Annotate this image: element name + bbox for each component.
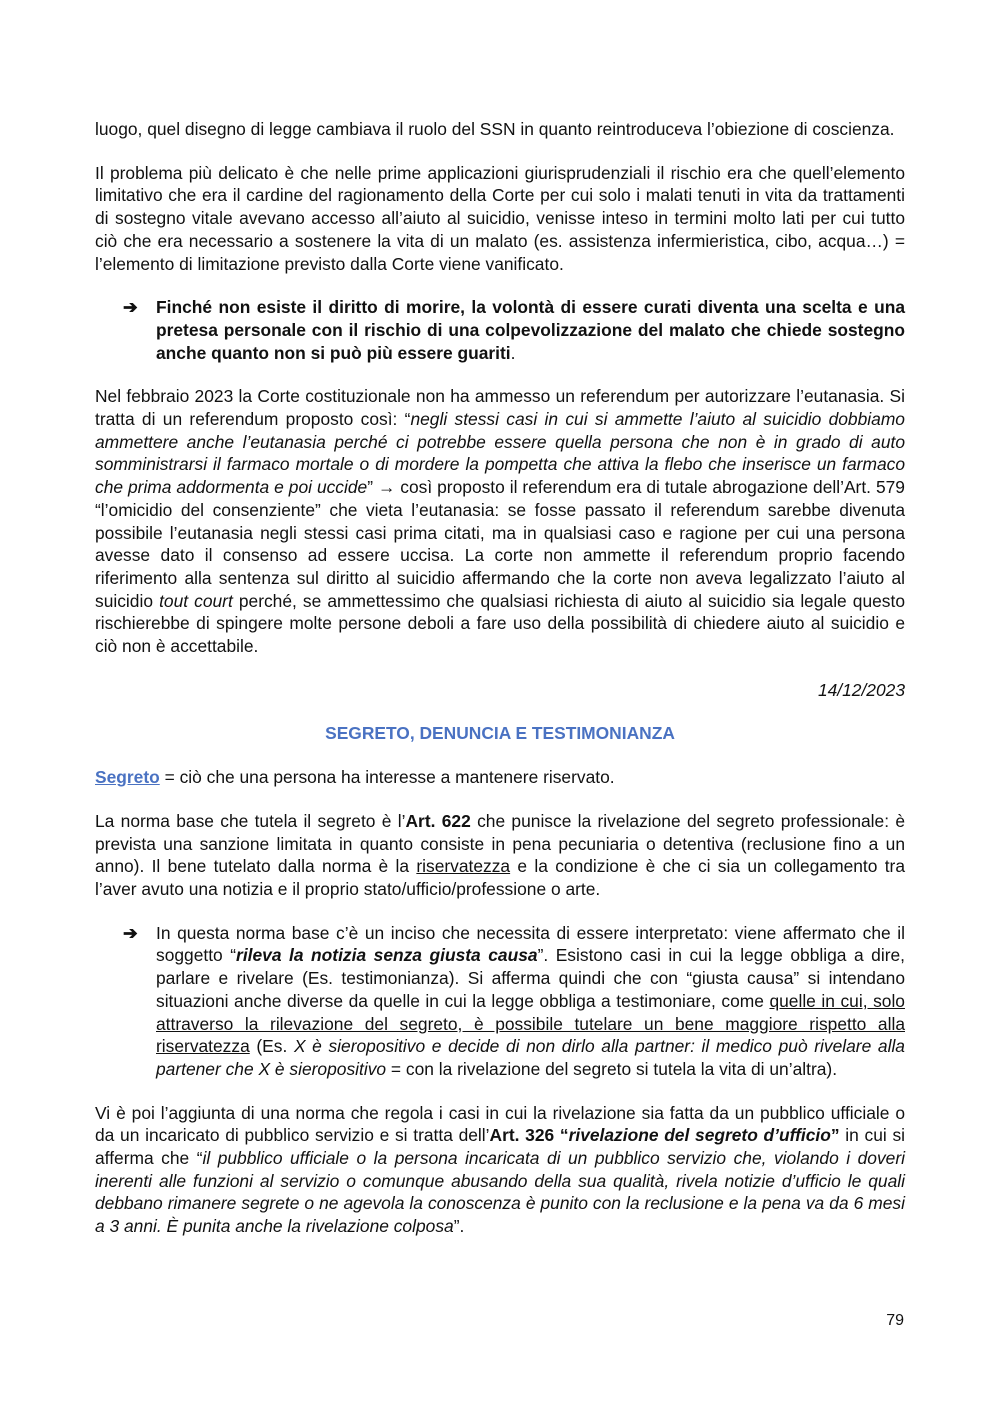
arrow-bullet-icon: ➔ [123,922,138,943]
page-number: 79 [886,1312,904,1329]
lecture-date: 14/12/2023 [817,679,905,700]
arrow-bullet-icon: ➔ [123,297,138,318]
paragraph-art-622: La norma base che tutela il segreto è l’Art. 622 che punisce la rivelazione del segreto professionale: è prevista una sanzione limitata in quanto consiste in pena pecuniaria o detentiva (reclusione fino a un anno). Il bene tutelato dalla norma è la riservatezza e la condizione è che ci sia un collegamento tra l’aver avuto una notizia e il proprio stato/ufficio/professione o arte. [95,810,906,899]
section-heading: SEGRETO, DENUNCIA E TESTIMONIANZA [325,723,675,744]
segreto-link[interactable]: Segreto [95,767,160,788]
document-page [95,118,905,1259]
bullet-giusta-causa: ➔ In questa norma base c’è un inciso che necessita di essere interpretato: viene affermato che il soggetto “rileva la notizia senza giusta causa”. Esistono casi in cui la legge obbliga a dire, parlare e rivelare (Es. testimonianza). Si afferma quindi che con “giusta causa” si intendano situazioni anche diverse da quelle in cui la legge obbliga a testimoniare, come quelle in cui, solo attraverso la rilevazione del segreto, è possibile tutelare un bene maggiore rispetto alla riservatezza (Es. X è sieropositivo e decide di non dirlo alla partner: il medico può rivelare alla partener che X è sieropositivo = con la rivelazione del segreto si tutela la vita di un’altra). [123,922,905,1079]
paragraph-referendum: Nel febbraio 2023 la Corte costituzionale non ha ammesso un referendum per autorizzare l’eutanasia. Si tratta di un referendum proposto così: “negli stessi casi in cui si ammette l’aiuto al suicidio dobbiamo ammettere anche l’eutanasia perché ci potrebbe essere quella persona che non è in grado di auto somministrarsi il farmaco mortale o di mordere la pompetta che attiva la flebo che inserisce un farmaco che prima addormenta e poi uccide” → così proposto il referendum era di tutale abrogazione dell’Art. 579 “l’omicidio del consenziente” che vieta l’eutanasia: se fosse passato il referendum sarebbe divenuta possibile l’eutanasia negli stessi casi prima citati, ma in qualsiasi caso e ragione per cui una persona avesse dato il consenso ad essere uccisa. La corte non ammette il referendum proprio facendo riferimento alla sentenza sul diritto al suicidio affermando che la corte non aveva legalizzato l’aiuto al suicidio tout court perché, se ammettessimo che qualsiasi richiesta di aiuto al suicidio sia legale questo rischierebbe di spingere molte persone deboli a fare uso della possibilità di chiedere aiuto al suicidio e ciò non è accettabile. [95,386,905,657]
paragraph-art-326: Vi è poi l’aggiunta di una norma che regola i casi in cui la rivelazione sia fatta da un pubblico ufficiale o da un incaricato di pubblico servizio e si tratta dell’Art. 326 “rivelazione del segreto d’ufficio” in cui si afferma che “il pubblico ufficiale o la persona incaricata di un pubblico servizio che, violando i doveri inerenti alle funzioni al servizio o comunque abusando della sua qualità, rivela notizie d’ufficio le quali debbano rimanere segrete o ne agevola la conoscenza è punito con la reclusione e la pena va da 6 mesi a 3 anni. È punita anche la rivelazione colposa”. [95,1102,905,1237]
paragraph-segreto-definition: Segreto = ciò che una persona ha interesse a mantenere riservato. [95,767,615,788]
paragraph-problem: Il problema più delicato è che nelle prime applicazioni giurisprudenziali il rischio era che quell’elemento limitativo che era il cardine del ragionamento della Corte per cui solo i malati tenuti in vita da trattamenti di sostegno vitale avevano accesso all’aiuto al suicidio, venisse inteso in termini molto lati per cui tutto ciò che era necessario a sostenere la vita di un malato (es. assistenza infermieristica, cibo, acqua…) = l’elemento di limitazione previsto dalla Corte viene vanificato. [95,162,905,274]
paragraph-ssn: luogo, quel disegno di legge cambiava il ruolo del SSN in quanto reintroduceva l’obiezione di coscienza. [95,119,895,139]
bullet-right-to-die: ➔ Finché non esiste il diritto di morire, la volontà di essere curati diventa una scelta e una pretesa personale con il rischio di una colpevolizzazione del malato che chiede sostegno anche quanto non si può più essere guariti. [123,297,905,363]
